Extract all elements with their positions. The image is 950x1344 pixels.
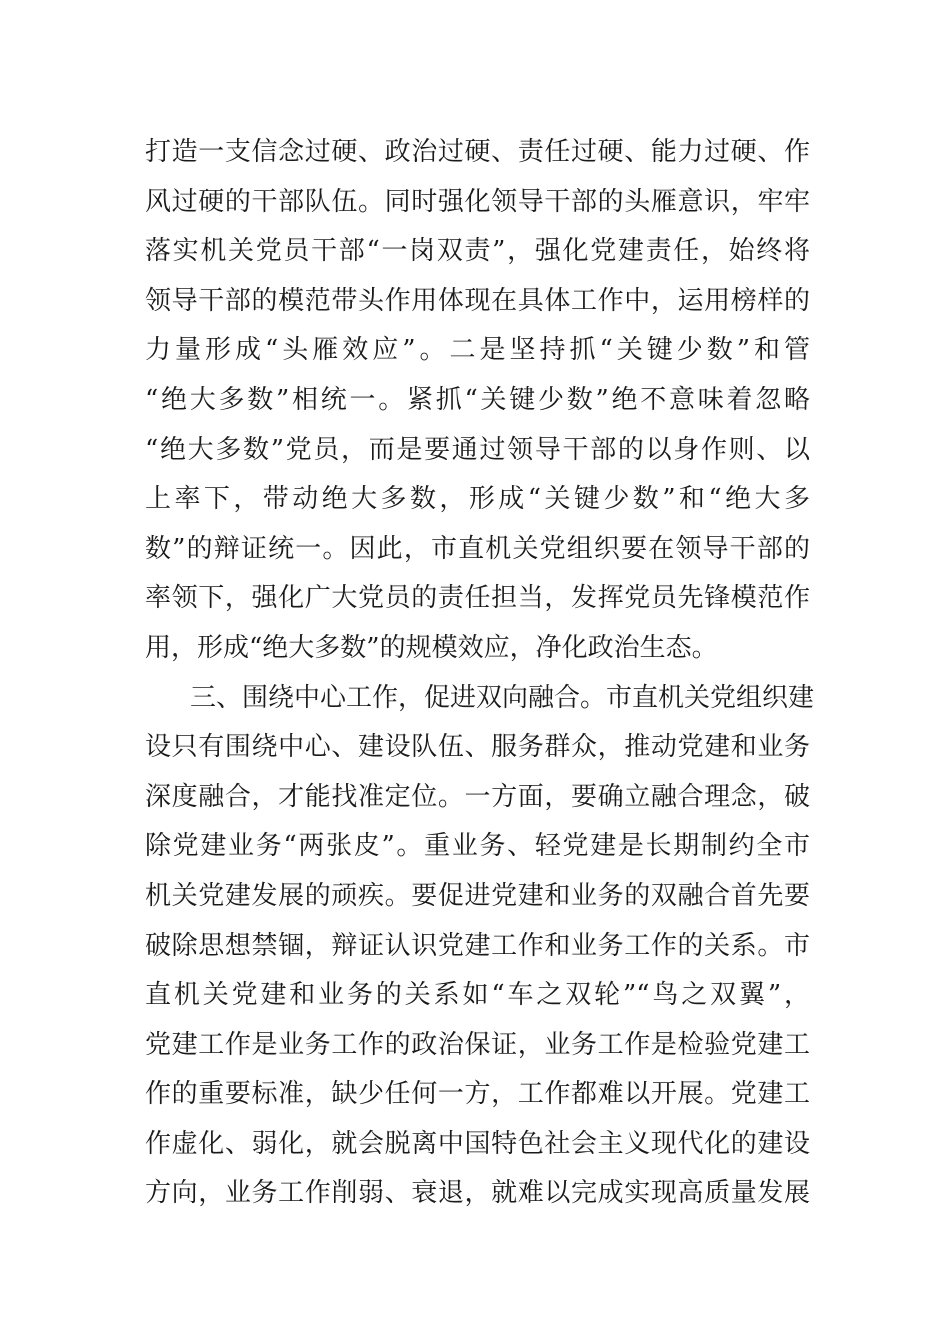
text-line: 领导干部的模范带头作用体现在具体工作中，运用榜样的 <box>145 285 810 316</box>
text-line: 设只有围绕中心、建设队伍、服务群众，推动党建和业务 <box>145 732 810 763</box>
text-line: 落实机关党员干部“一岗双责”，强化党建责任，始终将 <box>145 236 810 267</box>
text-line: 上率下，带动绝大多数，形成“关键少数”和“绝大多 <box>145 484 810 515</box>
section-heading-line: 三、围绕中心工作，促进双向融合。市直机关党组织建 <box>190 682 815 713</box>
text-line: 深度融合，才能找准定位。一方面，要确立融合理念，破 <box>145 781 810 812</box>
text-line: 力量形成“头雁效应”。二是坚持抓“关键少数”和管 <box>145 335 810 366</box>
text-line: 直机关党建和业务的关系如“车之双轮”“鸟之双翼”， <box>145 980 810 1011</box>
text-line: 党建工作是业务工作的政治保证，业务工作是检验党建工 <box>145 1029 810 1060</box>
text-line: “绝大多数”相统一。紧抓“关键少数”绝不意味着忽略 <box>145 384 810 415</box>
text-line: “绝大多数”党员，而是要通过领导干部的以身作则、以 <box>145 434 810 465</box>
text-line: 风过硬的干部队伍。同时强化领导干部的头雁意识，牢牢 <box>145 186 810 217</box>
text-line: 作的重要标准，缺少任何一方，工作都难以开展。党建工 <box>145 1079 810 1110</box>
text-line: 除党建业务“两张皮”。重业务、轻党建是长期制约全市 <box>145 831 810 862</box>
text-line: 方向，业务工作削弱、衰退，就难以完成实现高质量发展 <box>145 1178 810 1209</box>
body-text <box>145 128 815 1219</box>
text-line: 机关党建发展的顽疾。要促进党建和业务的双融合首先要 <box>145 880 810 911</box>
paragraph-end-line: 用，形成“绝大多数”的规模效应，净化政治生态。 <box>145 632 718 663</box>
text-line: 破除思想禁锢，辩证认识党建工作和业务工作的关系。市 <box>145 930 810 961</box>
text-line: 打造一支信念过硬、政治过硬、责任过硬、能力过硬、作 <box>145 137 810 167</box>
text-line: 率领下，强化广大党员的责任担当，发挥党员先锋模范作 <box>145 583 810 614</box>
text-line: 数”的辩证统一。因此，市直机关党组织要在领导干部的 <box>145 533 810 564</box>
text-line: 作虚化、弱化，就会脱离中国特色社会主义现代化的建设 <box>145 1128 810 1159</box>
